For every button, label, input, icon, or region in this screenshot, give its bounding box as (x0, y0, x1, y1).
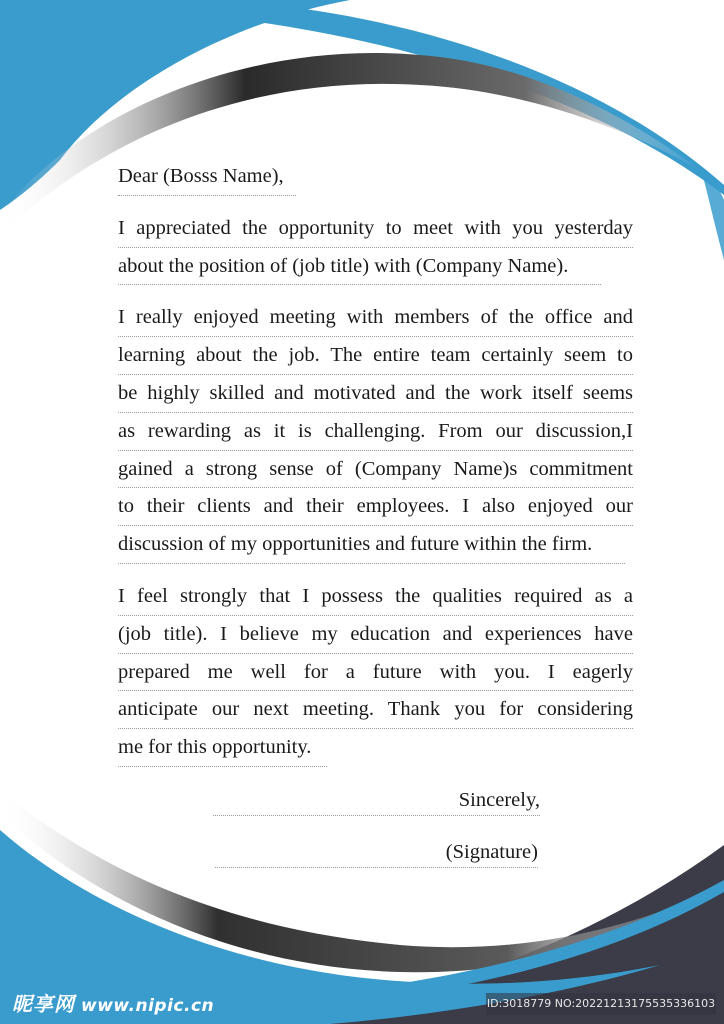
paragraph-line: anticipate our next meeting. Thank you for considering (118, 691, 633, 729)
paragraph-line: prepared me well for a future with you. I eagerly (118, 654, 633, 692)
watermark-logo-url: www.nipic.cn (81, 996, 215, 1016)
paragraph-line: me for this opportunity. (118, 729, 327, 767)
paragraph-line: I feel strongly that I possess the qualities required as a (118, 578, 633, 616)
letter-body (118, 158, 633, 767)
closing: Sincerely, (213, 786, 540, 816)
paragraph-line: to their clients and their employees. I also enjoyed our (118, 488, 633, 526)
paragraph-1 (118, 210, 633, 286)
paragraph-line: gained a strong sense of (Company Name)s commitment (118, 451, 633, 489)
watermark-logo-cn: 昵享网 (12, 992, 75, 1016)
signature: (Signature) (215, 838, 538, 868)
paragraph-line: be highly skilled and motivated and the work itself seems (118, 375, 633, 413)
paragraph-2 (118, 299, 633, 564)
paragraph-line: learning about the job. The entire team certainly seem to (118, 337, 633, 375)
paragraph-line: I really enjoyed meeting with members of the office and (118, 299, 633, 337)
paragraph-3 (118, 578, 633, 767)
paragraph-line: as rewarding as it is challenging. From our discussion,I (118, 413, 633, 451)
paragraph-line: discussion of my opportunities and future within the firm. (118, 526, 625, 564)
paragraph-line: I appreciated the opportunity to meet with you yesterday (118, 210, 633, 248)
salutation: Dear (Bosss Name), (118, 158, 296, 196)
watermark-logo (12, 990, 214, 1018)
paragraph-line: about the position of (job title) with (Company Name). (118, 248, 601, 286)
paragraph-line: (job title). I believe my education and experiences have (118, 616, 633, 654)
watermark-image-id: ID:3018779 NO:20221213175535336103 (486, 993, 716, 1015)
